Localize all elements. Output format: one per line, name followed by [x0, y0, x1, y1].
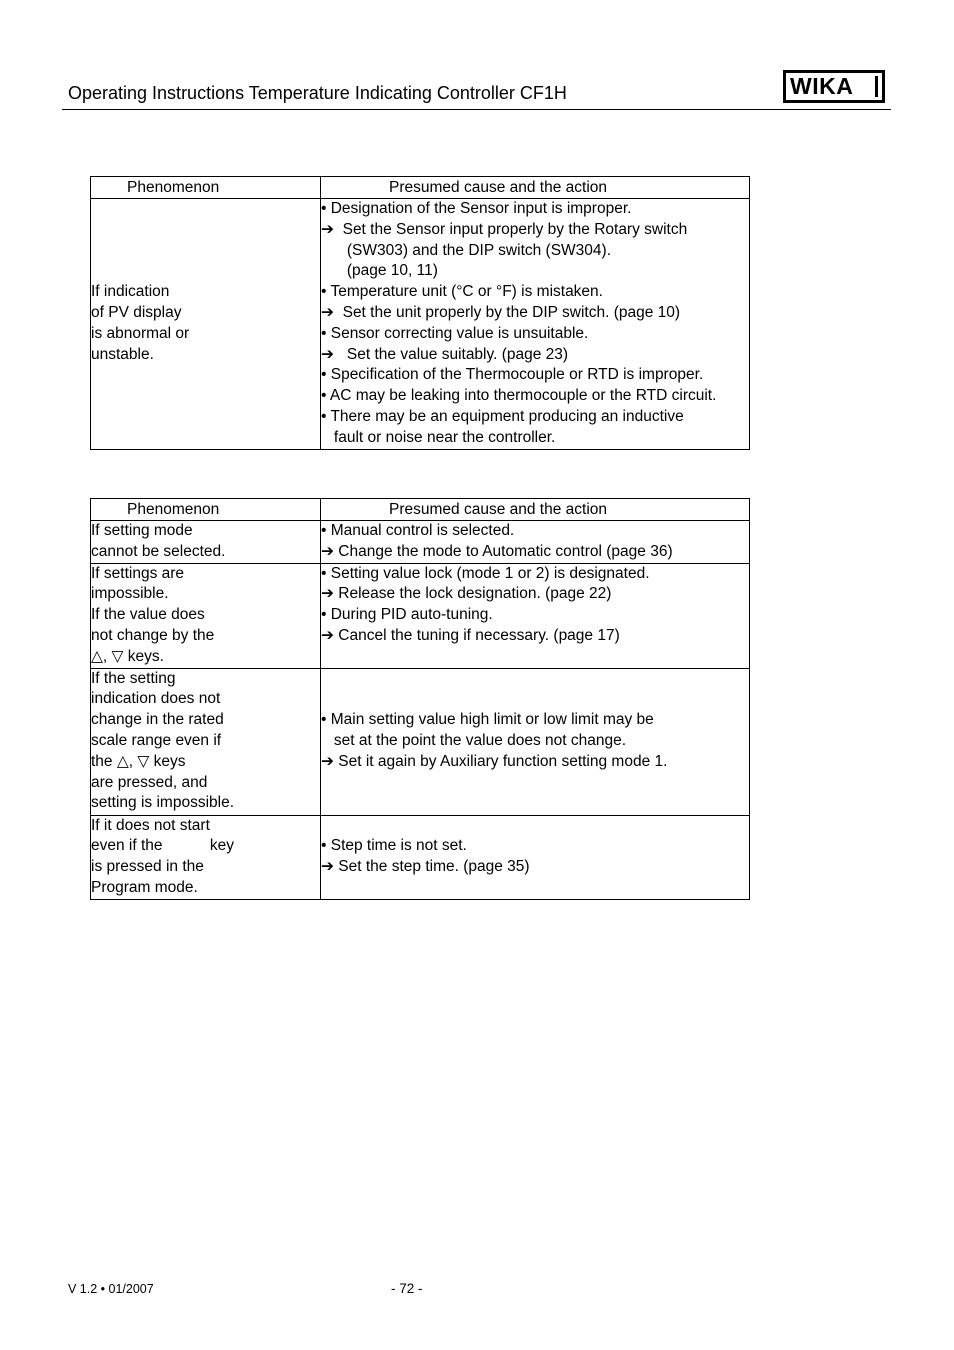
phenomenon-line: of PV display — [91, 304, 182, 322]
phenomenon-cell — [91, 668, 321, 815]
cause-line: ➔ Set it again by Auxiliary function setting mode 1. — [321, 752, 668, 770]
cause-line: (SW303) and the DIP switch (SW304). — [321, 241, 612, 259]
column-header-cause: Presumed cause and the action — [321, 177, 750, 199]
cause-line: • During PID auto-tuning. — [321, 606, 493, 624]
version-label: V 1.2 • 01/2007 — [68, 1282, 154, 1296]
cause-line: fault or noise near the controller. — [321, 428, 556, 446]
cause-line: set at the point the value does not change. — [321, 731, 627, 749]
phenomenon-line: If settings are — [91, 564, 185, 582]
phenomenon-cell — [91, 563, 321, 668]
phenomenon-line: If the value does — [91, 606, 205, 624]
cause-line: ➔ Cancel the tuning if necessary. (page 17) — [321, 626, 620, 644]
cause-line: • Setting value lock (mode 1 or 2) is designated. — [321, 564, 650, 582]
cause-line: ➔ Release the lock designation. (page 22) — [321, 585, 612, 603]
cause-line: ➔ Change the mode to Automatic control (page 36) — [321, 542, 673, 560]
cause-cell — [321, 199, 750, 450]
phenomenon-line: scale range even if — [91, 731, 222, 749]
phenomenon-cell — [91, 199, 321, 450]
column-header-phenomenon: Phenomenon — [91, 177, 321, 199]
page-number: - 72 - — [391, 1281, 423, 1296]
cause-line — [321, 816, 749, 837]
cause-line: • Step time is not set. — [321, 837, 467, 855]
phenomenon-line: If it does not start — [91, 816, 210, 834]
phenomenon-line: indication does not — [91, 690, 221, 708]
phenomenon-line: setting is impossible. — [91, 794, 235, 812]
cause-line — [321, 669, 749, 690]
cause-cell — [321, 563, 750, 668]
troubleshooting-table-settings — [90, 498, 750, 900]
phenomenon-line: not change by the — [91, 626, 215, 644]
column-header-phenomenon: Phenomenon — [91, 499, 321, 521]
phenomenon-line: even if the key — [91, 837, 235, 855]
cause-line: • AC may be leaking into thermocouple or the RTD circuit. — [321, 387, 717, 405]
phenomenon-line: are pressed, and — [91, 773, 208, 791]
phenomenon-cell — [91, 815, 321, 899]
cause-line: • Sensor correcting value is unsuitable. — [321, 324, 589, 342]
cause-line: ➔ Set the Sensor input properly by the Rotary switch — [321, 220, 688, 238]
cause-cell — [321, 521, 750, 564]
phenomenon-line: If the setting — [91, 669, 176, 687]
header-rule — [62, 109, 891, 110]
phenomenon-line: If indication — [91, 283, 170, 301]
cause-line: • There may be an equipment producing an inductive — [321, 407, 684, 425]
cause-line: • Designation of the Sensor input is improper. — [321, 200, 632, 217]
cause-line: • Manual control is selected. — [321, 522, 515, 539]
phenomenon-line: is pressed in the — [91, 858, 204, 876]
document-title: Operating Instructions Temperature Indicating Controller CF1H — [68, 83, 567, 103]
wika-logo — [783, 70, 885, 103]
troubleshooting-table-pv-display — [90, 176, 750, 450]
column-header-cause: Presumed cause and the action — [321, 499, 750, 521]
cause-line: ➔ Set the step time. (page 35) — [321, 858, 530, 876]
cause-line: ➔ Set the value suitably. (page 23) — [321, 345, 569, 363]
phenomenon-line: If setting mode — [91, 522, 193, 539]
phenomenon-line: cannot be selected. — [91, 542, 226, 560]
phenomenon-line: △, ▽ keys. — [91, 647, 164, 665]
cause-line: • Specification of the Thermocouple or RTD is improper. — [321, 366, 704, 384]
cause-line — [321, 689, 749, 710]
cause-cell — [321, 668, 750, 815]
cause-line: • Main setting value high limit or low limit may be — [321, 711, 654, 729]
cause-line: ➔ Set the unit properly by the DIP switch. (page 10) — [321, 303, 681, 321]
cause-line: (page 10, 11) — [321, 262, 438, 280]
phenomenon-cell — [91, 521, 321, 564]
phenomenon-line: is abnormal or — [91, 325, 190, 342]
cause-cell — [321, 815, 750, 899]
phenomenon-line: change in the rated — [91, 711, 224, 729]
phenomenon-line: Program mode. — [91, 878, 198, 896]
cause-line: • Temperature unit (°C or °F) is mistaken. — [321, 283, 603, 301]
phenomenon-line: the △, ▽ keys — [91, 752, 186, 770]
logo-text: WIKA — [790, 73, 854, 99]
phenomenon-line: impossible. — [91, 585, 169, 603]
phenomenon-line: unstable. — [91, 345, 154, 363]
